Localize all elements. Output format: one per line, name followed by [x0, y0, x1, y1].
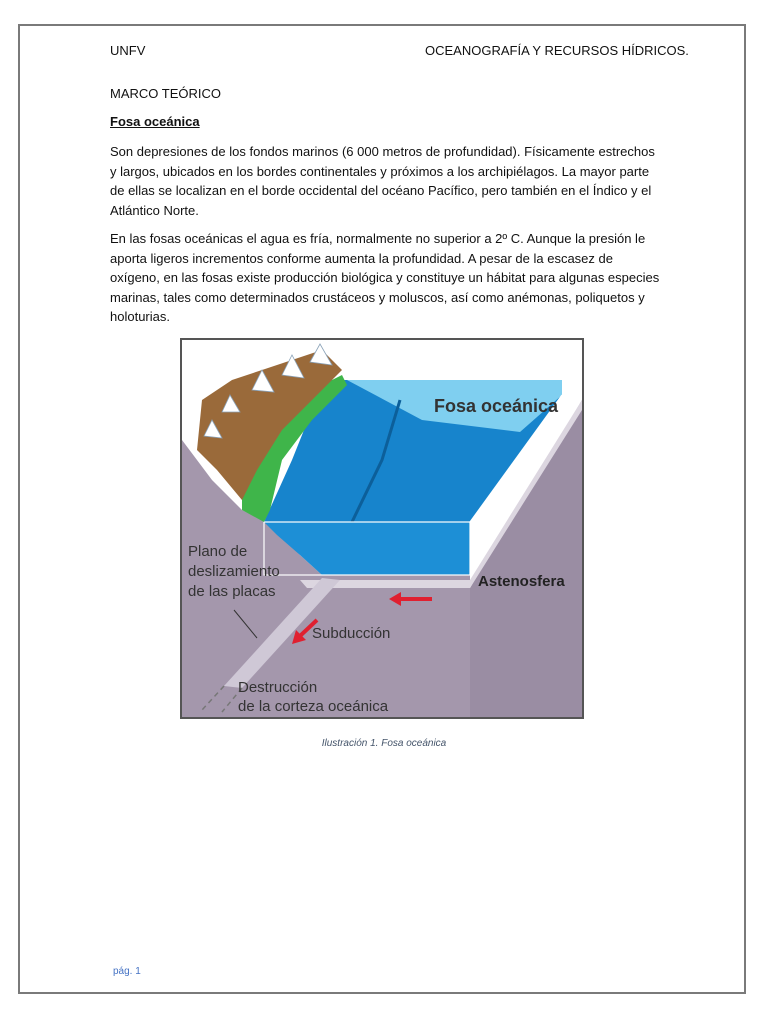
- label-asthenosphere: Astenosfera: [478, 573, 565, 590]
- page-number: pág. 1: [113, 966, 141, 977]
- label-destruction-2: de la corteza oceánica: [238, 698, 389, 715]
- section-title: MARCO TEÓRICO: [110, 86, 221, 101]
- paragraph-2: En las fosas oceánicas el agua es fría, normalmente no superior a 2º C. Aunque la presión le aporta ligeros incrementos conforme aumenta la profundidad. A pesar de la escasez de oxígeno, en las fosas existe producción biológica y constituye un hábitat para algunas especies marinas, tales como determinados crustáceos y moluscos, así como anémonas, poliquetos y holoturias.: [110, 231, 660, 324]
- label-subduction: Subducción: [312, 625, 391, 642]
- label-plane-2: deslizamiento: [188, 563, 280, 580]
- label-destruction-1: Destrucción: [238, 679, 318, 696]
- header-left: UNFV: [110, 43, 146, 58]
- paragraph-1: Son depresiones de los fondos marinos (6 000 metros de profundidad). Físicamente estrechos y largos, ubicados en los bordes continentales y próximos a los archipiélagos. La mayor parte de ellas se localizan en el borde occidental del océano Pacífico, pero también en el Índico y el Atlántico Norte.: [110, 144, 655, 218]
- label-plane-1: Plano de: [188, 543, 248, 560]
- label-plane-3: de las placas: [188, 583, 276, 600]
- label-trench: Fosa oceánica: [434, 396, 559, 416]
- header-right: OCEANOGRAFÍA Y RECURSOS HÍDRICOS.: [425, 43, 689, 58]
- subtitle: Fosa oceánica: [110, 114, 200, 129]
- trench-illustration: [180, 338, 584, 719]
- figure-caption: Ilustración 1. Fosa oceánica: [321, 738, 447, 749]
